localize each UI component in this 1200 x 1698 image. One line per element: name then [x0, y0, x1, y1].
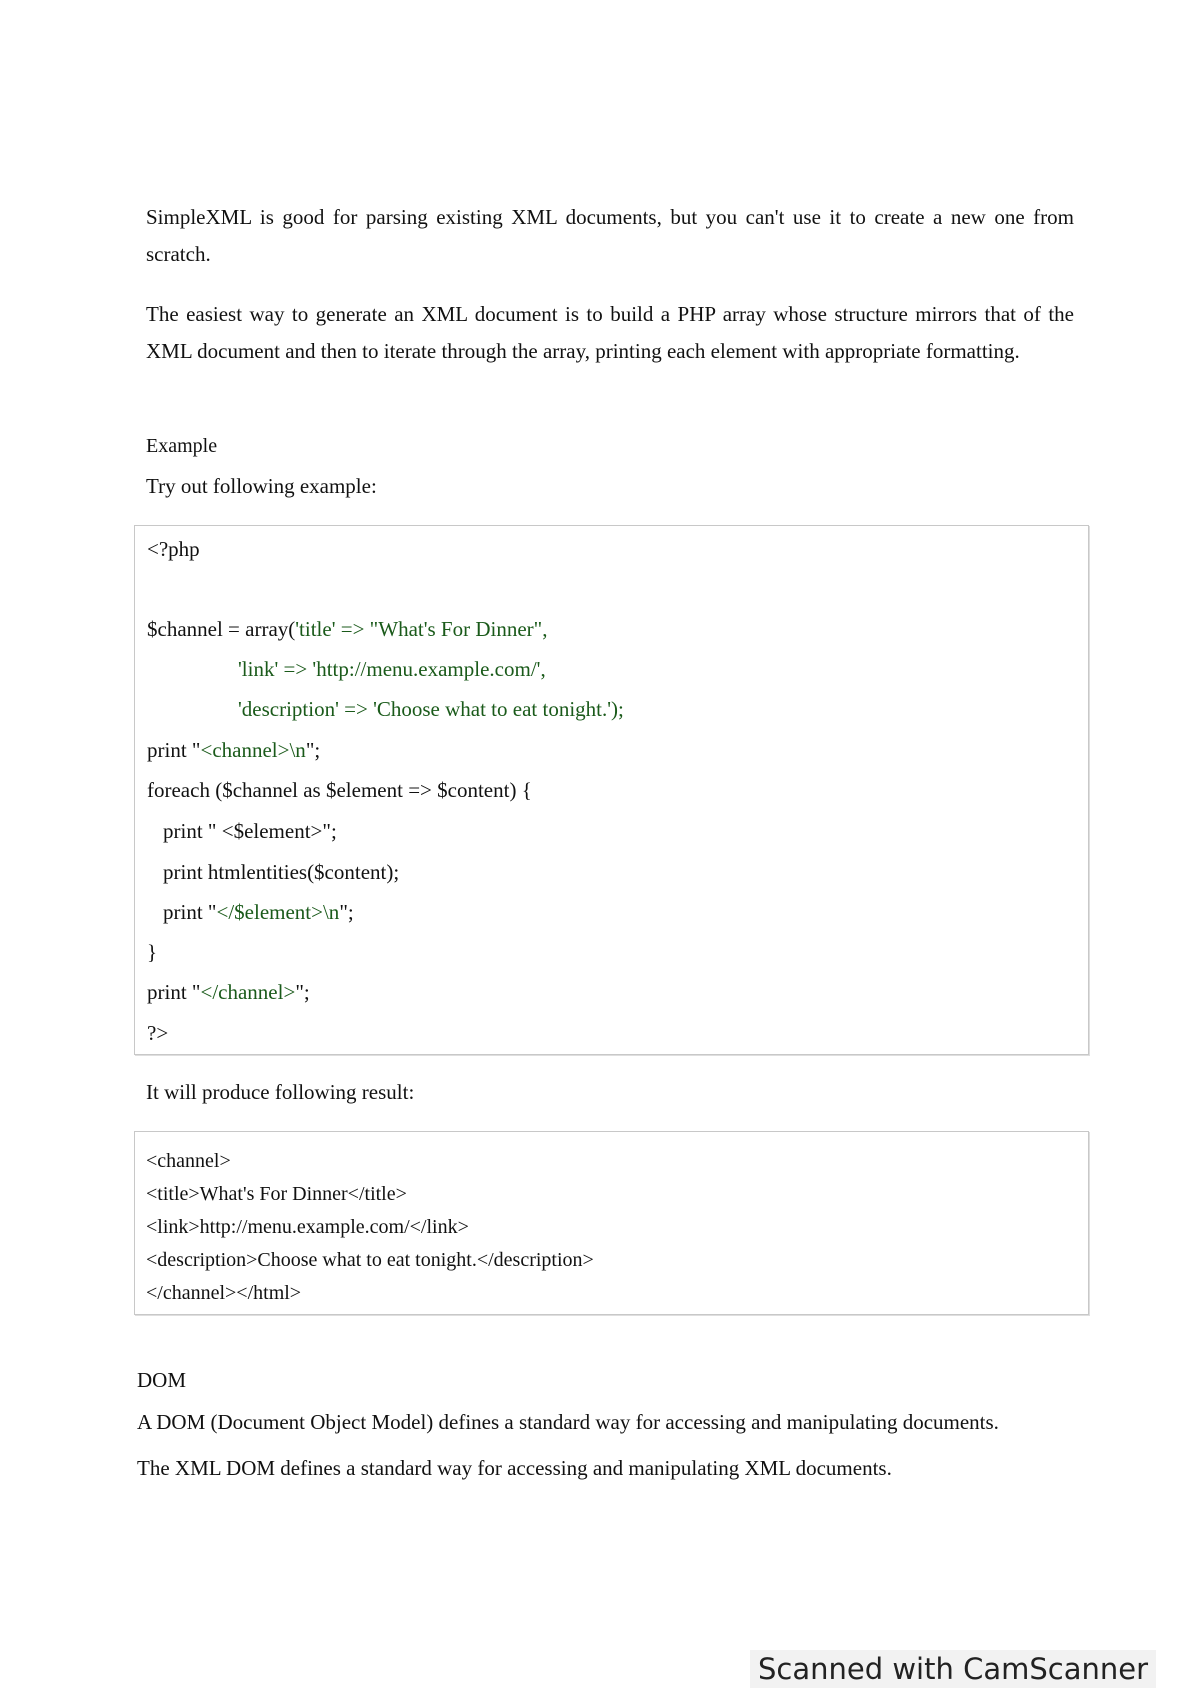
result-line: <description>Choose what to eat tonight.</description> [146, 1249, 594, 1271]
camscanner-watermark: Scanned with CamScanner [750, 1650, 1156, 1688]
code-token: "; [305, 738, 321, 762]
code-line [147, 737, 320, 763]
code-box [134, 525, 1089, 1055]
example-heading: Example [146, 435, 218, 457]
dom-heading: DOM [137, 1368, 187, 1392]
code-line [147, 979, 310, 1005]
code-token: "; [295, 980, 310, 1004]
result-line: </channel></html> [146, 1282, 302, 1304]
code-line: 'link' => 'http://menu.example.com/', [238, 657, 546, 681]
code-line: 'description' => 'Choose what to eat tonight.'); [238, 697, 624, 721]
result-line: <link>http://menu.example.com/</link> [146, 1216, 469, 1238]
example-instruction: Try out following example: [146, 474, 377, 498]
result-line: <channel> [146, 1150, 231, 1172]
code-string: </$element>\n [216, 900, 340, 924]
code-string: </channel> [200, 980, 296, 1004]
result-label: It will produce following result: [146, 1080, 415, 1104]
code-line: ?> [147, 1021, 169, 1045]
code-line [163, 899, 354, 925]
code-token: print " [163, 900, 217, 924]
code-line: foreach ($channel as $element => $content) { [147, 778, 532, 802]
code-string: 'title' => "What's For Dinner", [295, 617, 548, 641]
code-token: print " [147, 980, 201, 1004]
code-string: <channel>\n [200, 738, 306, 762]
code-token: "; [339, 900, 354, 924]
code-line: print htmlentities($content); [163, 860, 400, 884]
code-line [147, 616, 548, 642]
code-token: $channel = array( [147, 617, 296, 641]
dom-paragraph-2: The XML DOM defines a standard way for accessing and manipulating XML documents. [137, 1456, 892, 1480]
code-line: print " <$element>"; [163, 819, 337, 843]
code-line: <?php [147, 537, 200, 561]
dom-paragraph-1: A DOM (Document Object Model) defines a standard way for accessing and manipulating documents. [137, 1410, 999, 1434]
intro-paragraph-2: The easiest way to generate an XML document is to build a PHP array whose structure mirrors that of the XML document and then to iterate through the array, printing each element with appropriate formatting. [146, 302, 1074, 363]
result-line: <title>What's For Dinner</title> [146, 1183, 407, 1205]
intro-paragraph-1: SimpleXML is good for parsing existing XML documents, but you can't use it to create a new one from scratch. [146, 205, 1074, 266]
code-token: print " [147, 738, 201, 762]
code-line: } [147, 940, 158, 964]
